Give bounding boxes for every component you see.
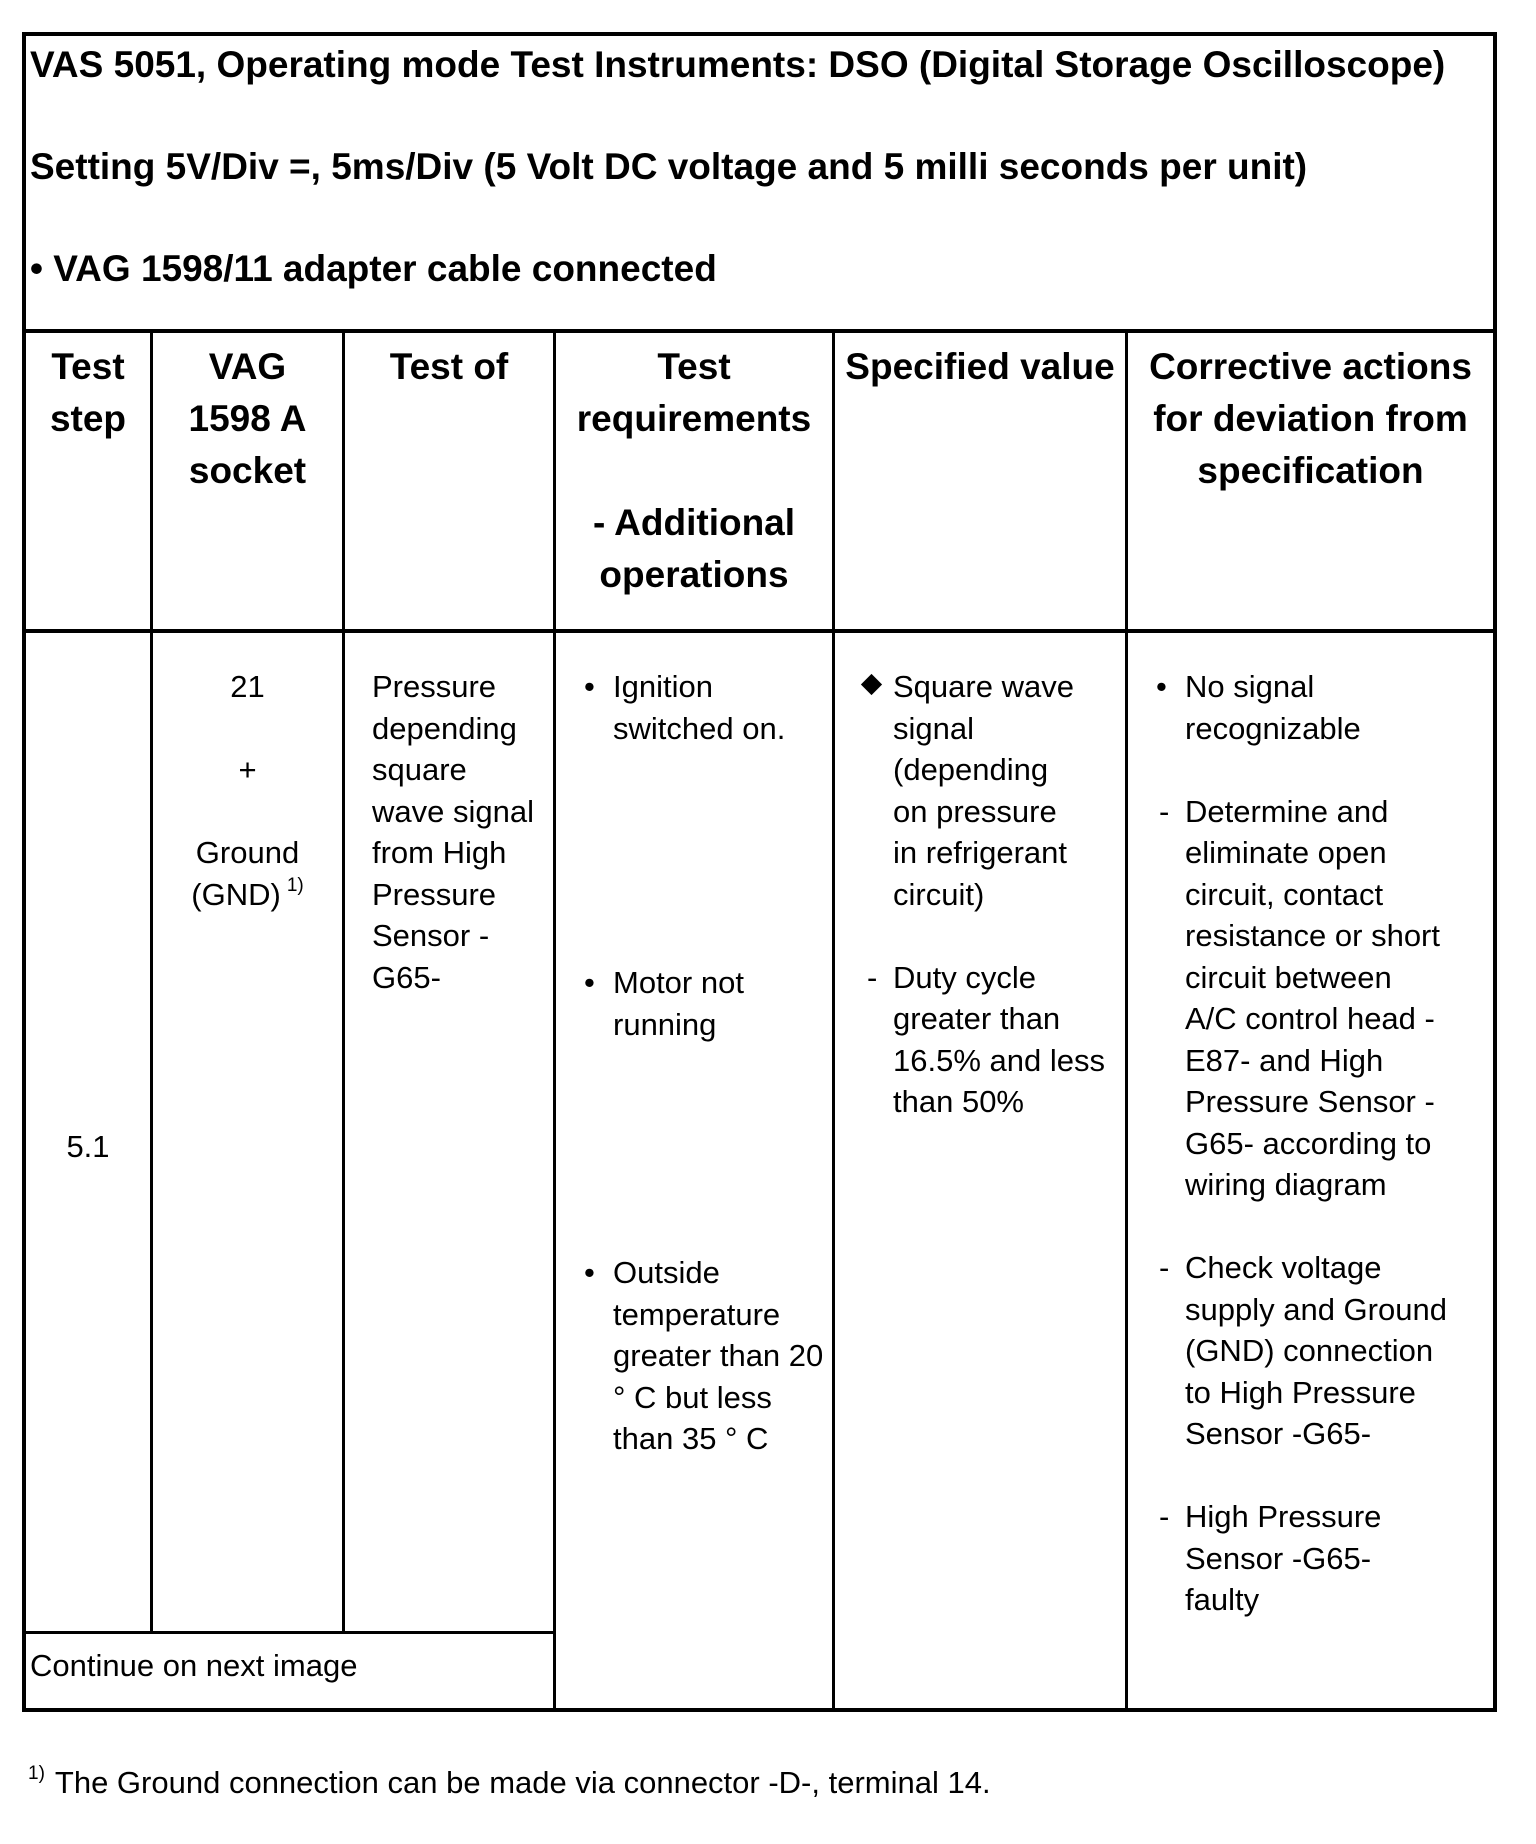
rule-continue xyxy=(26,1631,556,1634)
test-of-cell: Pressure depending square wave signal from High Pressure Sensor - G65- xyxy=(372,669,534,995)
col-divider-1 xyxy=(150,329,153,1633)
diamond-bullet-icon xyxy=(861,674,882,695)
footnote xyxy=(28,1765,991,1801)
corrective-action-open-circuit: - Determine and eliminate open circuit, contact resistance or short circuit between A/C control head - E87- and High Pressure Sensor - G65- according to wiring diagram xyxy=(1156,791,1492,1206)
socket-plus: + xyxy=(238,752,257,787)
test-table xyxy=(22,32,1497,1712)
socket-ground: Ground xyxy=(195,835,300,870)
header-requirements: Test requirements - Additional operations xyxy=(576,346,812,595)
requirement-motor: • Motor not running xyxy=(584,962,830,1045)
rule-header-bottom xyxy=(26,629,1493,633)
footnote-text: The Ground connection can be made via connector -D-, terminal 14. xyxy=(54,1765,991,1800)
col-divider-5 xyxy=(1125,329,1128,1712)
socket-pin: 21 xyxy=(230,669,265,704)
header-corrective-actions: Corrective actions for deviation from specification xyxy=(1149,346,1472,491)
socket-gnd: (GND) $^{1)}$ xyxy=(191,874,304,912)
col-divider-4 xyxy=(832,329,835,1712)
requirement-ignition: • Ignition switched on. xyxy=(584,666,830,749)
corrective-action-faulty: - High Pressure Sensor -G65- faulty xyxy=(1156,1496,1492,1621)
title-setting: Setting 5V/Div =, 5ms/Div (5 Volt DC voltage and 5 milli seconds per unit) xyxy=(30,146,1308,187)
title-operating-mode: VAS 5051, Operating mode Test Instruments: DSO (Digital Storage Oscilloscope) xyxy=(30,44,1446,85)
header-test-of: Test of xyxy=(389,346,509,387)
specified-main: Square wave signal (depending on pressure in refrigerant circuit) xyxy=(864,666,1124,915)
requirement-temperature: • Outside temperature greater than 20 ° C but less than 35 ° C xyxy=(584,1252,830,1460)
socket-cell xyxy=(153,666,342,920)
footnote-ref: 1) xyxy=(286,874,304,896)
specified-duty-cycle: - Duty cycle greater than 16.5% and less than 50% xyxy=(864,957,1124,1123)
corrective-action-voltage: - Check voltage supply and Ground (GND) connection to High Pressure Sensor -G65- xyxy=(1156,1247,1492,1455)
header-socket: VAG 1598 A socket xyxy=(188,346,307,491)
title-adapter-cable: • VAG 1598/11 adapter cable connected xyxy=(30,248,717,289)
header-test-step: Test step xyxy=(49,346,127,439)
requirements-cell xyxy=(584,666,830,1460)
specified-value-cell xyxy=(864,666,1124,1123)
footnote-mark: 1) xyxy=(28,1763,45,1784)
test-step-number: 5.1 xyxy=(66,1129,110,1164)
rule-title-bottom xyxy=(26,329,1493,333)
corrective-actions-cell xyxy=(1156,666,1492,1621)
corrective-no-signal: • No signal recognizable xyxy=(1156,666,1492,749)
col-divider-2 xyxy=(342,329,345,1633)
header-specified-value: Specified value xyxy=(845,346,1115,387)
continue-note: Continue on next image xyxy=(30,1648,358,1683)
